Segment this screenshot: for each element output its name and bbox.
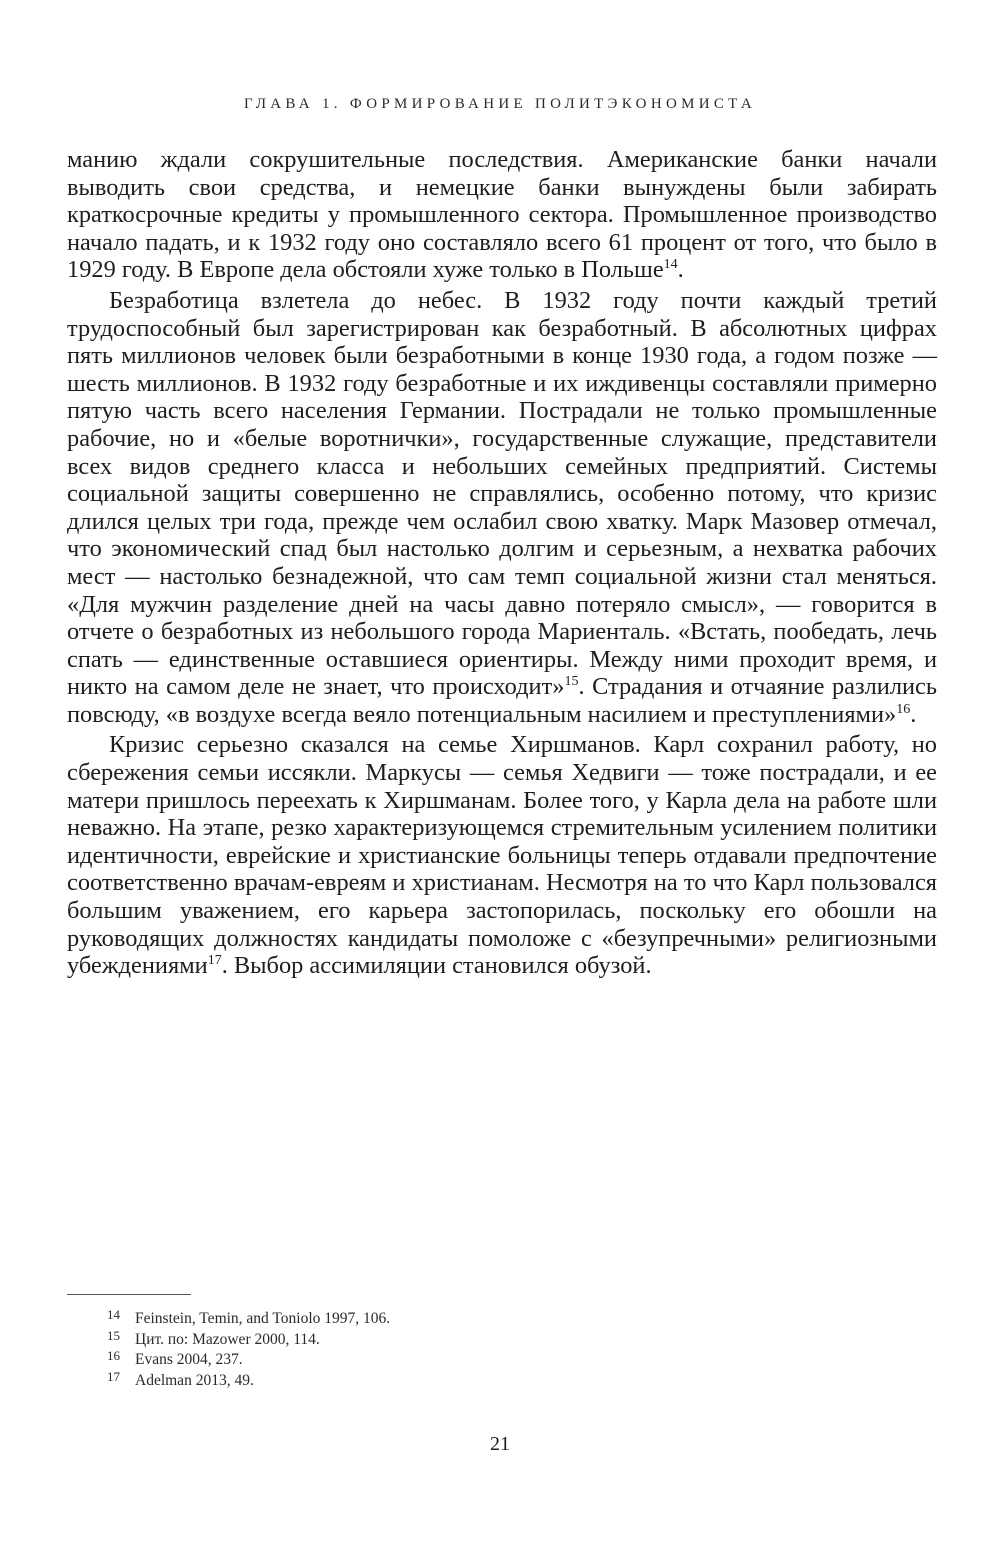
footnote-text: Evans 2004, 237.: [135, 1351, 243, 1368]
footnote-number: 16: [107, 1348, 120, 1363]
paragraph-2: [67, 287, 937, 729]
footnote-ref-15[interactable]: 15: [564, 674, 579, 690]
footnote-ref-17[interactable]: 17: [207, 953, 222, 969]
footnote-number: 15: [107, 1327, 120, 1343]
paragraph-1: [67, 146, 937, 284]
paragraph-text: .: [677, 256, 684, 284]
paragraph-text: Кризис серьезно сказался на семье Хиршманов. Карл сохранил работу, но сбережения семьи иссякли. Маркусы — семья Хедвиги — тоже пострадали, и ее матери пришлось переехать к Хиршманам. Более того, у Карла дела на работе шли неважно. На этапе, резко характеризующемся стремительным усилением политики идентичности, еврейские и христианские больницы теперь отдавали предпочтение соответственно врачам-евреям и христианам. Несмотря на то что Карл пользовался большим уважением, его карьера застопорилась, поскольку его обошли на руководящих должностях кандидаты помоложе с «безупречными» религиозными убеждениями: [67, 731, 937, 980]
footnote-ref-14[interactable]: 14: [663, 257, 678, 273]
footnote: [107, 1309, 807, 1330]
footnote-text: Adelman 2013, 49.: [135, 1371, 254, 1389]
page-number: 21: [490, 1433, 510, 1455]
footnote-text: Цит. по: Mazower 2000, 114.: [135, 1330, 320, 1348]
footnote-number: 17: [107, 1368, 120, 1384]
paragraph-3: [67, 731, 937, 979]
footnote: [107, 1368, 807, 1392]
paragraph-text: .: [910, 700, 917, 728]
footnote-divider: [67, 1294, 191, 1295]
paragraph-text: Безработица взлетела до небес. В 1932 году почти каждый третий трудоспособный был зарегистрирован как безработный. В абсолютных цифрах пять миллионов человек были безработными в конце 1930 года, а годом позже — шесть миллионов. В 1932 году безработные и их иждивенцы составляли примерно пятую часть всего населения Германии. Пострадали не только промышленные рабочие, но и «белые воротнички», государственные служащие, представители всех видов среднего класса и небольших семейных предприятий. Системы социальной защиты совершенно не справлялись, особенно потому, что кризис длился целых три года, прежде чем ослабил свою хватку. Марк Мазовер отмечал, что экономический спад был настолько долгим и серьезным, а нехватка рабочих мест — настолько безнадежной, что сам темп социальной жизни стал меняться. «Для мужчин разделение дней на часы давно потеряло смысл», — говорится в отчете о безработных из небольшого города Мариенталь. «Встать, пообедать, лечь спать — единственные оставшиеся ориентиры. Между ними проходит время, и никто на самом деле не знает, что происходит»: [67, 286, 937, 701]
footnote-text: Feinstein, Temin, and Toniolo 1997, 106.: [135, 1310, 391, 1327]
running-head: ГЛАВА 1. ФОРМИРОВАНИЕ ПОЛИТЭКОНОМИСТА: [243, 96, 757, 112]
footnote: [107, 1327, 807, 1351]
paragraph-text: . Страдания и отчаяние разлились повсюду, «в воздухе всегда веяло потенциальным насилием и преступлениями»: [67, 673, 937, 728]
body-text: [67, 146, 937, 980]
paragraph-text: . Выбор ассимиляции становился обузой.: [221, 952, 652, 980]
footnotes: [107, 1309, 807, 1391]
paragraph-text: манию ждали сокрушительные последствия. Американские банки начали выводить свои средства, и немецкие банки вынуждены были забирать краткосрочные кредиты у промышленного сектора. Промышленное производство начало падать, и к 1932 году оно составляло всего 61 процент от того, что было в 1929 году. В Европе дела обстояли хуже только в Польше: [67, 146, 937, 284]
footnote-ref-16[interactable]: 16: [896, 701, 911, 717]
footnote: [107, 1350, 807, 1371]
footnote-number: 14: [107, 1307, 120, 1322]
